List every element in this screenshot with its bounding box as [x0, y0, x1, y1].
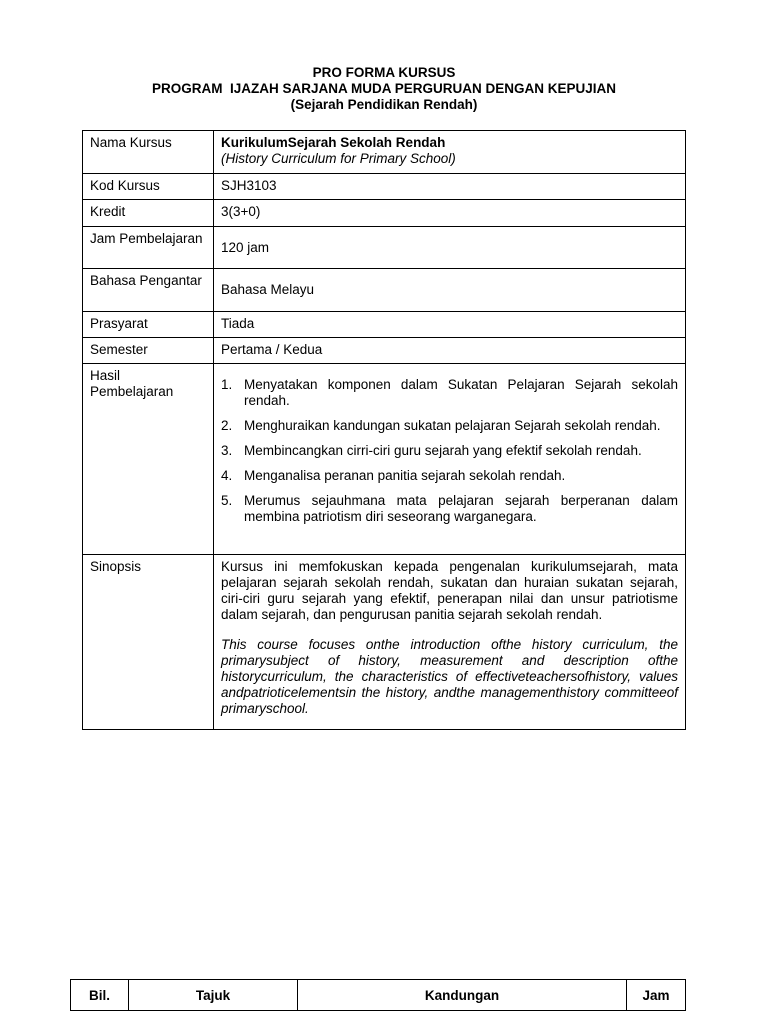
header-subtitle: (Sejarah Pendidikan Rendah): [290, 97, 478, 112]
synopsis-english: This course focuses onthe introduction ofthe history curriculum, the primarysubject of history, measurement and description ofthe historycurriculum, the characteristics of effectiveteachersofhistory, values andpatrioticelementsin the history, andthe managementhistory committeeof primaryschool.: [221, 637, 678, 716]
list-item: 1. Menyatakan komponen dalam Sukatan Pelajaran Sejarah sekolah rendah.: [221, 377, 678, 408]
list-item: 5. Merumus sejauhmana mata pelajaran sejarah berperanan dalam membina patriotism diri seseorang warganegara.: [221, 493, 678, 524]
header-program: PROGRAM IJAZAH SARJANA MUDA PERGURUAN DENGAN KEPUJIAN: [151, 81, 617, 96]
row-kod-kursus: [83, 174, 686, 200]
value-nama-kursus: [214, 131, 686, 174]
col-tajuk: Tajuk: [129, 980, 298, 1011]
list-item: 2. Menghuraikan kandungan sukatan pelajaran Sejarah sekolah rendah.: [221, 418, 661, 433]
value-kredit: 3(3+0): [214, 200, 686, 227]
table-header-row: [71, 980, 686, 1011]
label-semester: Semester: [83, 338, 214, 364]
header-title: PRO FORMA KURSUS: [312, 65, 456, 80]
row-hasil: [83, 364, 686, 555]
label-prasyarat: Prasyarat: [83, 312, 214, 338]
label-jam: Jam Pembelajaran: [83, 227, 214, 269]
value-hasil: [214, 364, 686, 555]
list-item: 4. Menganalisa peranan panitia sejarah sekolah rendah.: [221, 468, 566, 483]
col-jam: Jam: [627, 980, 686, 1011]
value-kod-kursus: SJH3103: [214, 174, 686, 200]
document-header: [0, 65, 768, 113]
value-sinopsis: [214, 555, 686, 730]
row-semester: [83, 338, 686, 364]
content-table-header: [70, 979, 686, 1011]
course-name-en: (History Curriculum for Primary School): [221, 151, 456, 166]
value-jam: 120 jam: [214, 227, 686, 269]
row-prasyarat: [83, 312, 686, 338]
row-kredit: [83, 200, 686, 227]
row-bahasa: [83, 269, 686, 312]
learning-outcomes-list: [221, 377, 678, 525]
label-nama-kursus: Nama Kursus: [83, 131, 214, 174]
row-jam: [83, 227, 686, 269]
col-bil: Bil.: [71, 980, 129, 1011]
list-item: 3. Membincangkan cirri-ciri guru sejarah yang efektif sekolah rendah.: [221, 443, 642, 458]
row-sinopsis: [83, 555, 686, 730]
value-semester: Pertama / Kedua: [214, 338, 686, 364]
label-sinopsis: Sinopsis: [83, 555, 214, 730]
value-prasyarat: Tiada: [214, 312, 686, 338]
label-kredit: Kredit: [83, 200, 214, 227]
label-bahasa: Bahasa Pengantar: [83, 269, 214, 312]
course-proforma-table: [82, 130, 686, 730]
col-kandungan: Kandungan: [298, 980, 627, 1011]
value-bahasa: Bahasa Melayu: [214, 269, 686, 312]
course-name: KurikulumSejarah Sekolah Rendah: [221, 135, 446, 150]
synopsis-malay: Kursus ini memfokuskan kepada pengenalan kurikulumsejarah, mata pelajaran sejarah sekolah rendah, sukatan dan huraian sukatan sejarah, ciri-ciri guru sejarah yang efektif, penerapan nilai dan unsur patriotisme dalam sejarah, dan pengurusan panitia sejarah sekolah rendah.: [221, 559, 678, 622]
label-kod-kursus: Kod Kursus: [83, 174, 214, 200]
label-hasil: Hasil Pembelajaran: [83, 364, 214, 555]
row-nama-kursus: [83, 131, 686, 174]
